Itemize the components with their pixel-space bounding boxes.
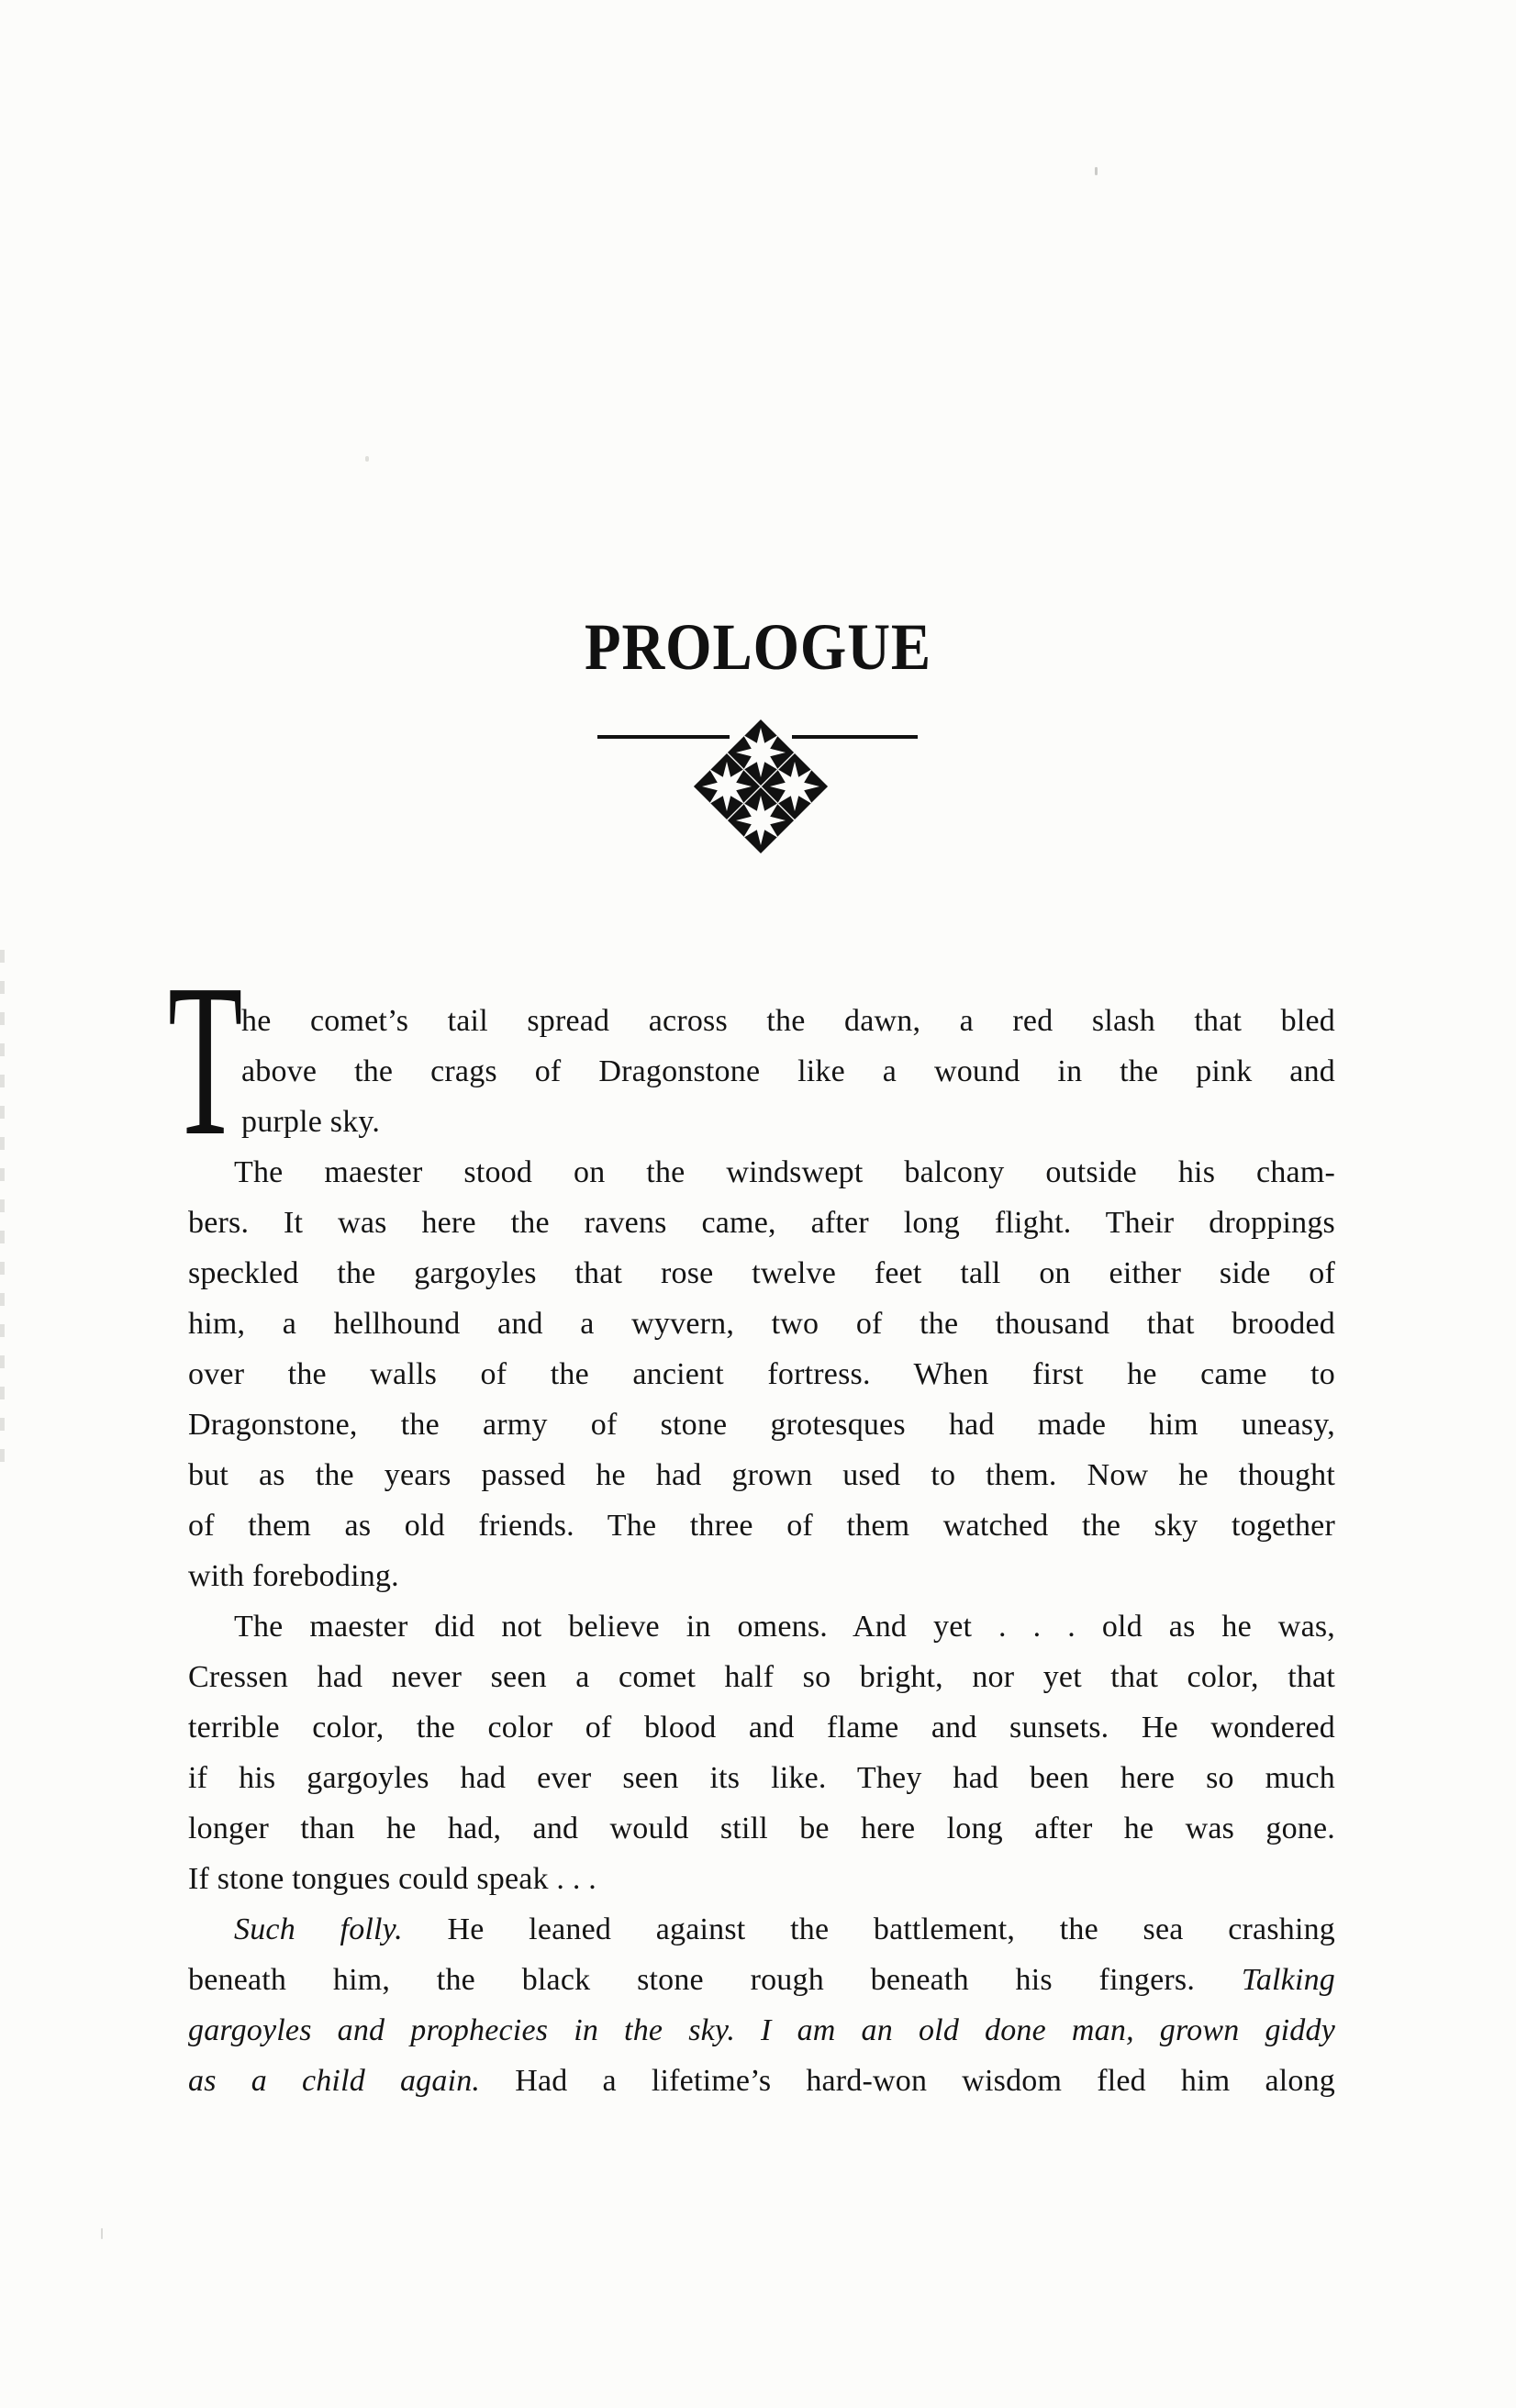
- text-line: but as the years passed he had grown used to them. Now he thought: [188, 1458, 1335, 1492]
- text-line: of them as old friends. The three of them watched the sky together: [188, 1509, 1335, 1543]
- text-line: [188, 2056, 1335, 2106]
- drop-cap: T: [168, 940, 243, 1181]
- scan-speck-artifact: [101, 2228, 103, 2239]
- italic-phrase: gargoyles and prophecies in the sky. I am an old done man, grown giddy: [188, 2013, 1335, 2047]
- text-line: above the crags of Dragonstone like a wound in the pink and: [241, 1054, 1335, 1088]
- text-line: longer than he had, and would still be here long after he was gone.: [188, 1812, 1335, 1845]
- scan-edge-artifact: [0, 950, 5, 1477]
- text-line: If stone tongues could speak . . .: [188, 1862, 596, 1896]
- paragraph-3: [188, 1601, 1335, 1904]
- italic-phrase: Talking: [1241, 1963, 1335, 1997]
- text-line: [188, 2005, 1335, 2056]
- text-line: he comet’s tail spread across the dawn, a red slash that bled: [241, 1004, 1335, 1038]
- text-line: The maester stood on the windswept balcony outside his cham-: [234, 1155, 1335, 1189]
- text-line: purple sky.: [241, 1105, 381, 1139]
- text-line: bers. It was here the ravens came, after long flight. Their droppings: [188, 1206, 1335, 1240]
- scan-speck-artifact: [365, 456, 369, 462]
- paragraph-2: [188, 1147, 1335, 1601]
- italic-phrase: as a child again.: [188, 2064, 481, 2098]
- text-line: Cressen had never seen a comet half so bright, nor yet that color, that: [188, 1660, 1335, 1694]
- four-star-diamond-ornament-icon: [596, 716, 926, 863]
- text-line: over the walls of the ancient fortress. When first he came to: [188, 1357, 1335, 1391]
- text-line: terrible color, the color of blood and flame and sunsets. He wondered: [188, 1711, 1335, 1745]
- italic-phrase: Such folly.: [234, 1912, 403, 1946]
- roman-phrase: beneath him, the black stone rough beneath his fingers.: [188, 1963, 1242, 1997]
- text-line: with foreboding.: [188, 1559, 399, 1593]
- text-line: him, a hellhound and a wyvern, two of the thousand that brooded: [188, 1307, 1335, 1341]
- text-line: if his gargoyles had ever seen its like. They had been here so much: [188, 1761, 1335, 1795]
- text-line: Dragonstone, the army of stone grotesques had made him uneasy,: [188, 1408, 1335, 1442]
- text-line: [188, 1904, 1335, 1955]
- chapter-title: PROLOGUE: [584, 610, 932, 684]
- text-line: The maester did not believe in omens. And yet . . . old as he was,: [234, 1610, 1335, 1644]
- roman-phrase: Had a lifetime’s hard-won wisdom fled him along: [480, 2064, 1335, 2098]
- ornament-graphic: [596, 716, 926, 863]
- text-line: speckled the gargoyles that rose twelve feet tall on either side of: [188, 1256, 1335, 1290]
- paragraph-4: [188, 1904, 1335, 2106]
- scan-speck-artifact: [1095, 167, 1098, 175]
- roman-phrase: He leaned against the battlement, the sea crashing: [402, 1912, 1335, 1946]
- text-line: [188, 1955, 1335, 2005]
- body-text: [168, 940, 1335, 2106]
